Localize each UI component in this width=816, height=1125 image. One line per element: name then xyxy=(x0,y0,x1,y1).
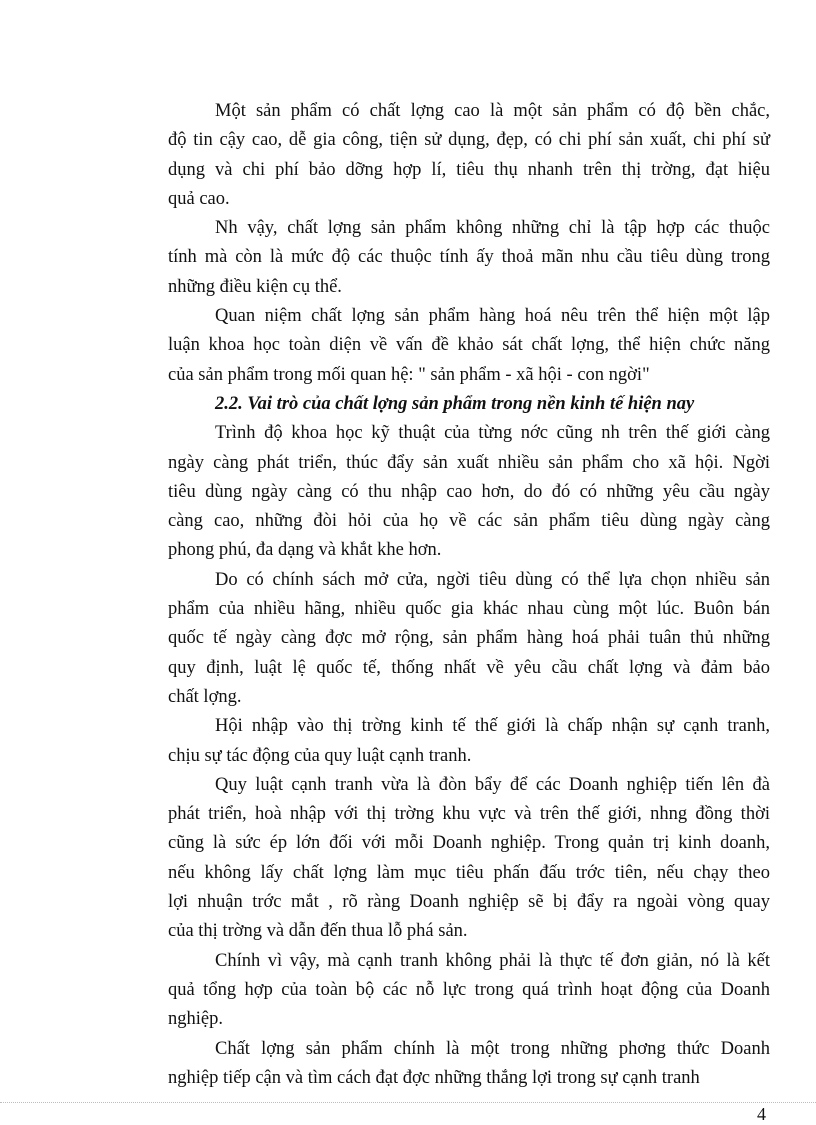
paragraph-line: phẩm của nhiều hãng, nhiều quốc gia khác nhau cùng một lúc. Buôn bán xyxy=(168,599,770,620)
paragraph-line: Chất lợng sản phẩm chính là một trong những phơng thức Doanh xyxy=(215,1038,770,1059)
footer-divider xyxy=(0,1102,816,1103)
body-paragraph xyxy=(168,1035,770,1094)
paragraph-line: Quy luật cạnh tranh vừa là đòn bẩy để các Doanh nghiệp tiến lên đà xyxy=(215,774,770,795)
body-paragraph xyxy=(168,97,770,214)
body-paragraph xyxy=(168,214,770,302)
paragraph-line: càng cao, những đòi hỏi của họ về các sản phẩm tiêu dùng ngày càng xyxy=(168,511,770,532)
paragraph-line: Nh vậy, chất lợng sản phẩm không những chỉ là tập hợp các thuộc xyxy=(215,218,770,239)
paragraph-line: cũng là sức ép lớn đối với mỗi Doanh nghiệp. Trong quản trị kinh doanh, xyxy=(168,833,770,854)
paragraph-line: của sản phẩm trong mối quan hệ: " sản phẩm - xã hội - con ngời" xyxy=(168,364,650,385)
paragraph-line: phát triển, hoà nhập với thị trờng khu vực và trên thế giới, nhng đồng thời xyxy=(168,804,770,825)
paragraph-line: Hội nhập vào thị trờng kinh tế thế giới là chấp nhận sự cạnh tranh, xyxy=(215,716,770,737)
paragraph-line: của thị trờng và dẫn đến thua lỗ phá sản. xyxy=(168,921,468,942)
paragraph-line: Quan niệm chất lợng sản phẩm hàng hoá nêu trên thể hiện một lập xyxy=(215,306,770,327)
paragraph-line: quốc tế ngày càng đợc mở rộng, sản phẩm hàng hoá phải tuân thủ những xyxy=(168,628,770,649)
paragraph-line: Trình độ khoa học kỹ thuật của từng nớc cũng nh trên thế giới càng xyxy=(215,423,770,444)
paragraph-line: Do có chính sách mở cửa, ngời tiêu dùng có thể lựa chọn nhiều sản xyxy=(215,569,770,590)
paragraph-line: những điều kiện cụ thể. xyxy=(168,276,342,297)
body-paragraph xyxy=(168,712,770,771)
paragraph-line: chịu sự tác động của quy luật cạnh tranh. xyxy=(168,745,472,766)
paragraph-line: nghiệp tiếp cận và tìm cách đạt đợc những thắng lợi trong sự cạnh tranh xyxy=(168,1067,700,1088)
body-paragraph xyxy=(168,419,770,565)
body-paragraph xyxy=(168,566,770,712)
paragraph-line: quả tổng hợp của toàn bộ các nỗ lực trong quá trình hoạt động của Doanh xyxy=(168,979,770,1000)
paragraph-line: độ tin cậy cao, dễ gia công, tiện sử dụng, đẹp, có chi phí sản xuất, chi phí sử xyxy=(168,130,770,151)
section-heading: 2.2. Vai trò của chất lợng sản phẩm trong nền kinh tế hiện nay xyxy=(215,393,695,414)
paragraph-line: tiêu dùng ngày càng có thu nhập cao hơn, do đó có những yêu cầu ngày xyxy=(168,481,770,502)
paragraph-line: nếu không lấy chất lợng làm mục tiêu phấn đấu trớc tiên, nếu chạy theo xyxy=(168,862,770,883)
paragraph-line: quy định, luật lệ quốc tế, thống nhất về yêu cầu chất lợng và đảm bảo xyxy=(168,657,770,678)
body-paragraph xyxy=(168,947,770,1035)
body-paragraph xyxy=(168,771,770,947)
paragraph-line: phong phú, đa dạng và khắt khe hơn. xyxy=(168,540,442,561)
paragraph-line: dụng và chi phí bảo dỡng hợp lí, tiêu thụ nhanh trên thị trờng, đạt hiệu xyxy=(168,159,770,180)
paragraph-line: quả cao. xyxy=(168,188,230,209)
paragraph-line: chất lợng. xyxy=(168,686,242,707)
document-body xyxy=(168,97,770,1093)
paragraph-line: Chính vì vậy, mà cạnh tranh không phải là thực tế đơn giản, nó là kết xyxy=(215,950,770,971)
page-number: 4 xyxy=(757,1104,766,1124)
paragraph-line: Một sản phẩm có chất lợng cao là một sản phẩm có độ bền chắc, xyxy=(215,101,770,121)
paragraph-line: lợi nhuận trớc mắt , rõ ràng Doanh nghiệp sẽ bị đẩy ra ngoài vòng quay xyxy=(168,892,770,913)
paragraph-line: tính mà còn là mức độ các thuộc tính ấy thoả mãn nhu cầu tiêu dùng trong xyxy=(168,247,770,268)
paragraph-line: luận khoa học toàn diện về vấn đề khảo sát chất lợng, thể hiện chức năng xyxy=(168,335,770,356)
body-paragraph xyxy=(168,302,770,390)
paragraph-line: nghiệp. xyxy=(168,1009,223,1030)
paragraph-line: ngày càng phát triển, thúc đẩy sản xuất nhiều sản phẩm cho xã hội. Ngời xyxy=(168,452,770,473)
